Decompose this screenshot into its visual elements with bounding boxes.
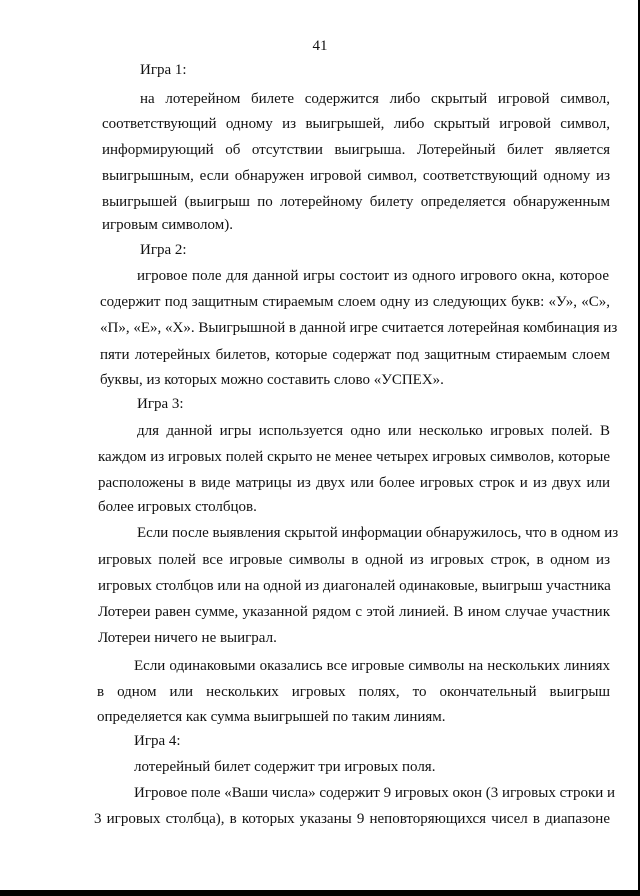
text-line: Игра 1: — [140, 62, 187, 78]
text-line: информирующий об отсутствии выигрыша. Лотерейный билет является — [102, 142, 610, 158]
text-line: лотерейный билет содержит три игровых поля. — [134, 759, 436, 775]
text-line: Если после выявления скрытой информации обнаружилось, что в одном из — [137, 525, 619, 541]
text-line: Если одинаковыми оказались все игровые символы на нескольких линиях — [134, 658, 610, 674]
text-line: 3 игровых столбца), в которых указаны 9 неповторяющихся чисел в диапазоне — [94, 811, 610, 827]
text-line: пяти лотерейных билетов, которые содержат под защитным стираемым слоем — [100, 347, 610, 363]
text-line: Лотереи равен сумме, указанной рядом с этой линией. В ином случае участник — [98, 604, 610, 620]
text-line: игровых полей все игровые символы в одной из игровых строк, в одном из — [98, 552, 610, 568]
text-line: выигрышным, если обнаружен игровой символ, соответствующий одному из — [102, 168, 610, 184]
text-line: «П», «Е», «Х». Выигрышной в данной игре считается лотерейная комбинация из — [100, 320, 618, 336]
text-line: определяется как сумма выигрышей по таким линиям. — [97, 709, 446, 725]
text-line: Игра 3: — [137, 396, 184, 412]
text-line: более игровых столбцов. — [98, 499, 257, 515]
text-line: выигрышей (выигрыш по лотерейному билету определяется обнаруженным — [102, 194, 610, 210]
page-number: 41 — [312, 38, 328, 54]
text-line: игровых столбцов или на одной из диагоналей одинаковые, выигрыш участника — [98, 578, 611, 594]
text-line: игровым символом). — [102, 217, 233, 233]
scan-bottom-border — [0, 890, 640, 896]
text-line: для данной игры используется одно или несколько игровых полей. В — [137, 423, 610, 439]
text-line: каждом из игровых полей скрыто не менее четырех игровых символов, которые — [98, 449, 610, 465]
text-line: в одном или нескольких игровых полях, то окончательный выигрыш — [97, 684, 610, 700]
text-line: соответствующий одному из выигрышей, либо скрытый игровой символ, — [102, 116, 610, 132]
text-line: Игровое поле «Ваши числа» содержит 9 игровых окон (3 игровых строки и — [134, 785, 616, 801]
text-line: содержит под защитным стираемым слоем одну из следующих букв: «У», «С», — [100, 294, 610, 310]
text-line: буквы, из которых можно составить слово «УСПЕХ». — [100, 372, 444, 388]
text-line: расположены в виде матрицы из двух или более игровых строк и из двух или — [98, 475, 610, 491]
text-line: игровое поле для данной игры состоит из одного игрового окна, которое — [137, 268, 609, 284]
text-line: Лотереи ничего не выиграл. — [98, 630, 277, 646]
text-line: Игра 4: — [134, 733, 181, 749]
text-line: Игра 2: — [140, 242, 187, 258]
text-line: на лотерейном билете содержится либо скрытый игровой символ, — [140, 91, 610, 107]
